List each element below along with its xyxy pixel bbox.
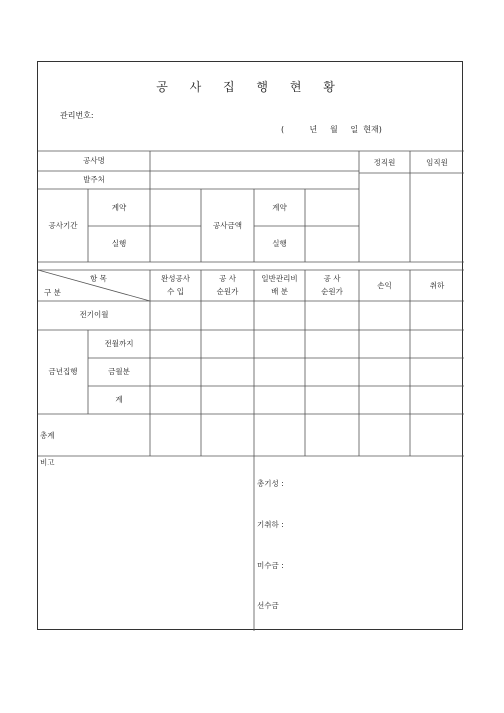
- receivable-label: 미수금 :: [257, 561, 284, 570]
- col-net-cost-b-1: 공 사: [323, 274, 341, 283]
- header-item-label: 항 목: [90, 274, 107, 283]
- row-subtotal: 계: [115, 395, 123, 404]
- regular-staff-label: 정직원: [373, 158, 396, 167]
- header-category-label: 구 분: [44, 288, 61, 297]
- period-execution-label: 실행: [111, 239, 127, 248]
- col-profit-loss: 손익: [377, 281, 392, 290]
- already-drawn-label: 기취하 :: [257, 520, 284, 529]
- col-completed-revenue-2: 수 입: [167, 287, 184, 296]
- col-net-cost-b-2: 순원가: [321, 287, 343, 296]
- client-label: 발주처: [83, 175, 105, 184]
- col-net-cost-2: 순원가: [216, 287, 239, 296]
- remarks-label: 비고: [40, 458, 55, 467]
- as-of-date: ( 년 월 일 현재): [281, 125, 382, 134]
- col-overhead-1: 일반관리비: [261, 274, 298, 283]
- amount-contract-label: 계약: [272, 203, 287, 212]
- form-title: 공 사 집 행 현 황: [156, 80, 344, 94]
- row-to-last-month: 전월까지: [104, 339, 134, 348]
- col-overhead-2: 배 분: [271, 287, 288, 296]
- period-contract-label: 계약: [111, 203, 127, 212]
- amount-execution-label: 실행: [272, 239, 287, 248]
- row-current-year: 금년집행: [48, 367, 78, 376]
- row-prior-carryover: 전기이월: [79, 310, 109, 319]
- project-name-label: 공사명: [83, 156, 105, 165]
- row-this-month: 금월분: [108, 367, 130, 376]
- col-net-cost-1: 공 사: [219, 274, 236, 283]
- construction-amount-label: 공사금액: [213, 221, 242, 230]
- construction-period-label: 공사기간: [48, 221, 78, 230]
- row-grand-total: 총계: [40, 431, 55, 440]
- execution-status-form: [37, 61, 463, 630]
- total-completed-label: 총기성 :: [257, 479, 284, 488]
- col-drawn: 취하: [429, 281, 445, 290]
- col-completed-revenue-1: 완성공사: [161, 274, 190, 283]
- advance-received-label: 선수금: [257, 601, 279, 610]
- management-number-label: 관리번호:: [60, 111, 94, 120]
- temporary-staff-label: 임직원: [426, 158, 448, 167]
